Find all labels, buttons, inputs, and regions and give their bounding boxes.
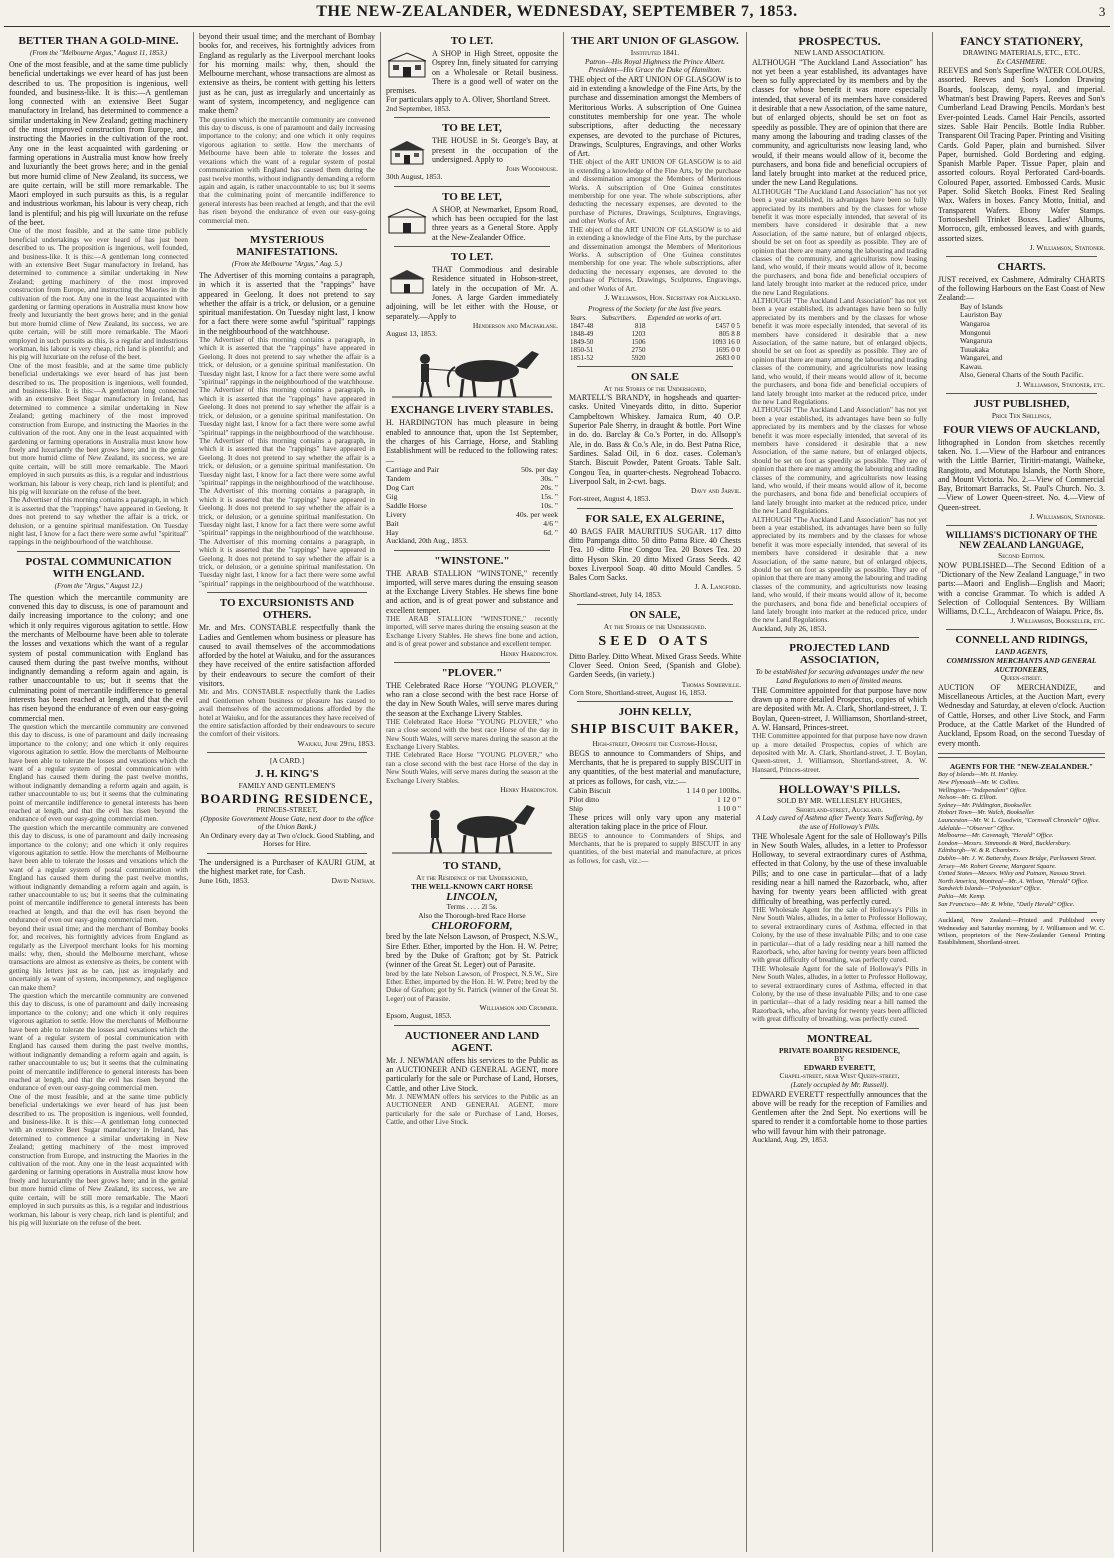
table-cell: £457 0 5: [715, 321, 740, 330]
agent-item: New Plymouth—Mr. W. Collins.: [938, 779, 1020, 787]
ad-heading-on-sale: ON SALE: [631, 370, 679, 383]
ad-body-continued: THE object of the ART UNION OF GLASGOW is to aid in extending a knowledge of the Fine Arts, by the purchase and dissemination amongst the Members of Meritorious Works. A subscription of One Guinea constitutes membership for one year. The whole subscriptions, after deducting the necessary expenses, are devoted to the purchase of Pictures, Drawings, Sculptures, Engravings, and other Works of Art.: [569, 158, 741, 226]
ad-body-continued: ALTHOUGH "The Auckland Land Association" has not yet been a year established, its advantages have been so fully appreciated by its members and by the classes for whose benefit it was more especially intended, that several of its members have considered it desirable that a new Association, of the same nature, but of enlarged objects, should be set on foot as speedily as possible. They are of opinion that there are many among the labouring and trading classes of the community, and agriculturists now leasing land, who would, if their means would allow of it, become the purchasers, and bona fide and beneficial occupiers of land lately brought into market at the reduced price, under the new Land Regulations.: [752, 515, 927, 625]
livery-rates-list: [386, 465, 558, 537]
agents-heading: AGENTS FOR THE "NEW-ZEALANDER.": [949, 761, 1094, 771]
article-body: The question which the mercantile community are convened this day to discuss, is one of paramount and daily increasing importance to the colony; and one which it only requires vigorous agitation to settle. How the merchants of Melbourne have been able to tolerate the losses and vexations which the want of a regular system of postal communication with England has caused them during the past twelve months, without indignantly demanding a reform again and again, is rather unaccountable to us; but it seems that the culminating point of mercantile indifference to general interests has been reached at length, and that the evil has risen beyond the endurance of even our easy-going commercial men.: [9, 592, 188, 723]
article-source: (From the "Melbourne Argus," August 11, 1853.): [30, 49, 167, 57]
article-body-continued: The question which the mercantile community are convened this day to discuss, is one of paramount and daily increasing importance to the colony; and one which it only requires vigorous agitation to settle. How the merchants of Melbourne have been able to tolerate the losses and vexations which the want of a regular system of postal communication with England has caused them during the past twelve months, without indignantly demanding a reform again and again, is rather unaccountable to us; but it seems that the culminating point of mercantile indifference to general interests has been reached at length, and that the evil has risen beyond the endurance of even our easy-going commercial men.: [9, 823, 188, 925]
ad-body: Mr. J. NEWMAN offers his services to the Public as an AUCTIONEER AND GENERAL AGENT, more particularly for the sale or Purchase of Land, Horses, Cattle, and other Live Stock.: [386, 1055, 558, 1093]
ad-heading-algerine: FOR SALE, EX ALGERINE,: [585, 512, 725, 525]
biscuit-price: 1 10 0 ": [717, 803, 741, 813]
ad-signature: Henry Hardington.: [500, 785, 558, 795]
chart-item: Tuuakaka: [960, 344, 989, 354]
ad-subheading: To be established for securing advantages under the new Land Regulations to men of limited means.: [755, 667, 924, 686]
ad-title-boarding: BOARDING RESIDENCE,: [200, 790, 374, 806]
divider: [760, 778, 919, 779]
article-source: (From the "Argus," August 12.): [54, 581, 143, 590]
table-header-cell: Subscribers.: [601, 313, 637, 322]
divider: [394, 246, 550, 247]
rate-price: 40s. per week: [516, 509, 558, 519]
ad-heading-holloway: HOLLOWAY'S PILLS.: [778, 782, 901, 797]
agents-list: [938, 771, 1105, 908]
ad-location: (Opposite Government House Gate, next door to the office of the Union Bank.): [200, 813, 374, 832]
rate-row: [386, 474, 558, 483]
agent-item: Pahia—Mr. Kemp.: [938, 892, 986, 900]
ad-subheading: At the Residence of the Undersigned,: [416, 873, 528, 883]
divider: [207, 752, 367, 753]
ad-street: PRINCES-STREET,: [256, 804, 318, 814]
rate-row: [386, 501, 558, 510]
divider: [394, 662, 550, 663]
ad-heading-art-union: THE ART UNION OF GLASGOW.: [571, 35, 739, 47]
ad-body: MARTELL'S BRANDY, in hogsheads and quarter-casks. United Vineyards ditto, in ditto. Superior Campbeltown Whiskey. Jamaica Rum, 40 O.P. Superior Pale Sherry, in draught & bottle. Port Wine in do. do. Barclay & Co.'s Porter, in do. Allsopp's Ale, in do. Bass & Co.'s Ale, in do. Best Patna Rice, Sardines. Salad Oil, in 6 doz. cases. Coleman's Starch. Biscuit Powder, Patent Groats. Table Salt. Congou Tea, in quarter-chests. Negrohead Tobacco. Liverpool Salt, in 2-cwt. bags.: [569, 393, 741, 486]
chart-item: Wangaroa: [960, 318, 990, 328]
rate-row: [386, 510, 558, 519]
article-heading-manifestations: MYSTERIOUS MANIFESTATIONS.: [236, 233, 338, 258]
table-row: [569, 322, 741, 330]
ad-body-continued: ALTHOUGH "The Auckland Land Association" has not yet been a year established, its advantages have been so fully appreciated by its members and by the classes for whose benefit it was more especially intended, that several of its members have considered it desirable that a new Association, of the same nature, but of enlarged objects, should be set on foot as speedily as possible. They are of opinion that there are many among the labouring and trading classes of the community, and agriculturists now leasing land, who would, if their means would allow of it, become the purchasers, and bona fide and beneficial occupiers of land lately brought into market at the reduced price, under the new Land Regulations.: [752, 187, 927, 297]
ad-heading-stationery: FANCY STATIONERY,: [960, 34, 1083, 48]
ad-body: A SHOP, at Newmarket, Epsom Road, which has been occupied for the last three years as a General Store. Apply at the New-Zealander Office.: [432, 204, 558, 242]
rate-price: 30s. ": [540, 473, 558, 483]
ad-heading-prospectus: PROSPECTUS.: [798, 34, 881, 48]
house-icon: [386, 138, 428, 166]
table-cell: 1849-50: [570, 337, 594, 346]
ad-body: THE Celebrated Race Horse "YOUNG PLOVER," who ran a close second with the best race Horse of the day in New South Wales, will serve mares during the season at the Exchange Livery Stables.: [386, 680, 558, 718]
divider: [577, 508, 733, 509]
page-number-right: 3: [1098, 4, 1106, 19]
ad-body-continued: ALTHOUGH "The Auckland Land Association" has not yet been a year established, its advantages have been so fully appreciated by its members and by the classes for whose benefit it was more especially intended, that several of its members have considered it desirable that a new Association, of the same nature, but of enlarged objects, should be set on foot as speedily as possible. They are of opinion that there are many among the labouring and trading classes of the community, and agriculturists now leasing land, who would, if their means would allow of it, become the purchasers, and bona fide and beneficial occupiers of land lately brought into market at the reduced price, under the new Land Regulations.: [752, 406, 927, 516]
ad-address: Shortland-street, Auckland.: [795, 804, 884, 814]
table-header-cell: Expended on works of art.: [647, 313, 722, 322]
ad-signature: J. A. Langford.: [694, 582, 741, 592]
rate-price: 50s. per day: [521, 464, 558, 474]
biscuit-price: 1 14 0 per 100lbs.: [686, 785, 741, 795]
ad-heading-dictionary: WILLIAMS'S DICTIONARY OF THE NEW ZEALAND LANGUAGE,: [945, 530, 1098, 551]
ad-address: Chapel-street, near West Queen-street,: [779, 1071, 900, 1081]
article-body-continued: The Advertiser of this morning contains a paragraph, in which it is asserted that the "rappings" have appeared in Geelong. It does not pretend to say whether the affair is a trick, or delusion, or a genuine spiritual manifestation. On Tuesday night last, I know for a fact there were some awful "spiritual" rappings in the neighbourhood of the watchhouse.: [199, 537, 375, 588]
biscuit-price-list: [569, 786, 741, 813]
chart-item: Kawau.: [960, 361, 983, 371]
shop-icon: [386, 51, 428, 79]
article-body: beyond their usual time; and the merchant of Bombay books for, and receives, his fortnightly advices from England as regularly as the Liverpool merchant looks for his morning mails: why, then, should the Melbourne merchant, whose transactions are almost as extensive as theirs, be content with getting his letters just as he can, just as irregularly and uncertainly as want of system, incompetency, and negligence can make them?: [199, 32, 375, 116]
rate-item: Dog Cart: [386, 482, 415, 492]
rate-item: Gig: [386, 491, 398, 501]
ad-heading-excursionists: TO EXCURSIONISTS AND OTHERS.: [219, 597, 355, 622]
divider: [394, 1025, 550, 1026]
divider: [577, 701, 733, 702]
divider: [577, 604, 733, 605]
table-cell: 1093 16 0: [712, 337, 740, 346]
article-body-continued: The question which the mercantile community are convened this day to discuss, is one of paramount and daily increasing importance to the colony; and one which it only requires vigorous agitation to settle. How the merchants of Melbourne have been able to tolerate the losses and vexations which the want of a regular system of postal communication with England has caused them during the past twelve months, without indignantly demanding a reform again and again, is rather unaccountable to us; but it seems that the culminating point of mercantile indifference to general interests has been reached at length, and that the evil has risen beyond the endurance of even our easy-going commercial men.: [9, 991, 188, 1093]
table-cell: 1203: [631, 329, 646, 338]
ad-body: A SHOP in High Street, opposite the Osprey Inn, finely situated for carrying on a Wholesale or Retail business. There is a good well of water on the premises.: [386, 49, 558, 96]
horse-name: LINCOLN,: [446, 891, 498, 904]
chart-item: Lauriston Bay: [960, 310, 1003, 320]
biscuit-row: [569, 786, 741, 795]
ad-date: Auckland, 20th Aug., 1853.: [386, 535, 468, 545]
ad-date: Shortland-street, July 14, 1853.: [569, 590, 662, 600]
rate-item: Carriage and Pair: [386, 464, 440, 474]
article-body-continued: The Advertiser of this morning contains a paragraph, in which it is asserted that the "rappings" have appeared in Geelong. It does not pretend to say whether the affair is a trick, or delusion, or a genuine spiritual manifestation. On Tuesday night last, I know for a fact there were some awful "spiritual" rappings in the neighbourhood of the watchhouse.: [199, 487, 375, 538]
ad-body-continued: Mr. and Mrs. CONSTABLE respectfully thank the Ladies and Gentlemen whom business or pleasure has caused to avail themselves of the accommodations afforded by the hotel at Waiuku, and for the assurances they have received of the entire satisfaction afforded by their endeavours to secure the comfort of their visitors.: [199, 688, 375, 739]
agent-item: London—Messrs. Simmonds & Ward, Bucklersbury.: [938, 839, 1071, 847]
article-source: (From the Melbourne "Argus," Aug. 5.): [231, 259, 343, 268]
column-1: [4, 32, 194, 1552]
ad-signature: J. Williamson, Stationer.: [1029, 242, 1105, 252]
ad-subheading: DRAWING MATERIALS, ETC., ETC.: [962, 48, 1081, 57]
table-cell: 1847-48: [570, 321, 594, 330]
table-cell: 5920: [631, 353, 646, 362]
ad-subheading: COMMISSION MERCHANTS AND GENERAL AUCTIONEERS,: [946, 656, 1097, 674]
table-header-row: [569, 314, 741, 322]
agent-item: Melbourne—Mr. Cavenagh, "Herald" Office.: [938, 832, 1054, 840]
ad-heading-livery: EXCHANGE LIVERY STABLES.: [390, 404, 554, 417]
rate-item: Hay: [386, 527, 399, 537]
chart-item: Wangarei, and: [960, 353, 1003, 363]
ad-body: H. HARDINGTON has much pleasure in being enabled to announce that, upon the 1st September, the charges of his Carriage, Horse, and Stabling Establishment will be reduced to the following rates:—: [386, 418, 558, 465]
agent-item: Sandwich Islands—"Polynesian" Office.: [938, 885, 1042, 893]
ad-subheading: THE WELL-KNOWN CART HORSE: [411, 881, 533, 891]
ad-body: BEGS to announce to Commanders of Ships, and Merchants, that he is prepared to supply BISCUIT in any quantities, of the best material and manufacture, at prices as follows, for cash, viz.:—: [569, 748, 741, 786]
biscuit-type: Cabin Biscuit: [569, 785, 611, 795]
ad-body-kauri: The undersigned is a Purchaser of KAURI GUM, at the highest market rate, for Cash.: [199, 857, 375, 877]
ad-body: For particulars apply to A. Oliver, Shortland Street.: [386, 95, 551, 105]
ad-heading-projected-land: PROJECTED LAND ASSOCIATION,: [789, 642, 890, 667]
ad-body: ALTHOUGH "The Auckland Land Association" has not yet been a year established, its advantages have been so fully appreciated by its members and by the classes for whose benefit it was more especially intended, that several of its members have considered it desirable that a new Association, of the same nature, but of enlarged objects, should be set on foot as speedily as possible. They are of opinion that there are many among the labouring and trading classes of the community, and agriculturists now leasing land, who would, if their means would allow of it, become the purchasers, and bona fide and beneficial occupiers of land lately brought into market at the reduced price, under the new Land Regulations.: [752, 57, 927, 188]
ad-signature: J. Williamson, Bookseller, etc.: [1010, 616, 1105, 626]
ad-tagline: A Lady cured of Asthma after Twenty Years Suffering, by the use of Holloway's Pills.: [756, 813, 923, 831]
biscuit-row: [569, 804, 741, 813]
agent-item: United States—Messrs. Wiley and Putnam, Nassau Street.: [938, 870, 1086, 878]
ad-body: Also, General Charts of the South Pacific.: [959, 370, 1084, 380]
ad-heading-connell: CONNELL AND RIDINGS,: [955, 634, 1088, 647]
shop-icon: [386, 207, 428, 235]
rate-item: Tandem: [386, 473, 411, 483]
ad-heading-winstone: "WINSTONE.": [434, 554, 510, 567]
divider: [946, 256, 1097, 257]
ad-heading-auctioneer: AUCTIONEER AND LAND AGENT.: [404, 1029, 540, 1054]
ad-body: NOW PUBLISHED—The Second Edition of a "Dictionary of the New Zealand Language," in two parts:—Maori and English—English and Maori; with a concise Grammar. To which is added A Selection of Colloquial Sentences. By William Williams, D.C.L., Archdeacon of Waiapu. Price, 8s.: [938, 560, 1105, 617]
ad-signature: J. Williamson, Stationer.: [1029, 512, 1105, 522]
article-body-continued: The Advertiser of this morning contains a paragraph, in which it is asserted that the "rappings" have appeared in Geelong. It does not pretend to say whether the affair is a trick, or delusion, or a genuine spiritual manifestation. On Tuesday night last, I know for a fact there were some awful "spiritual" rappings in the neighbourhood of the watchhouse.: [199, 336, 375, 387]
ad-title-biscuit-baker: SHIP BISCUIT BAKER,: [570, 722, 740, 738]
ad-body-continued: THE Celebrated Race Horse "YOUNG PLOVER," who ran a close second with the best race Horse of the day in New South Wales, will serve mares during the season at the Exchange Livery Stables.: [386, 751, 558, 785]
ad-body-continued: Mr. J. NEWMAN offers his services to the Public as an AUCTIONEER AND GENERAL AGENT, more particularly for the sale or Purchase of Land, Horses, Cattle, and other Live Stock.: [386, 1093, 558, 1127]
ad-body: THE ARAB STALLION "WINSTONE," recently imported, will serve mares during the ensuing season at the Exchange Livery Stables. He shews fine bone and action, and is of great power and substance and excellent temper.: [386, 568, 558, 615]
table-row: [569, 338, 741, 346]
table-cell: 1506: [631, 337, 646, 346]
agent-item: Jersey—Mr. Robert Greene, Margaret Square.: [938, 862, 1057, 870]
column-6: [933, 32, 1110, 1552]
article-body: One of the most feasible, and at the same time publicly beneficial undertakings we ever heard of has just been described to us. The proposition is ingenious, well founded, and business-like. It is this:—A gentleman long connected with an extensive Beet Sugar manufactory in Ireland, has determined to commence a similar undertaking in New Zealand; getting machinery of the most improved construction from Europe, and instructing the Maories in the cultivation of the root. Any one in the least acquainted with gardening or farming operations in Australia must know how freely and luxuriantly the beet grows here; and in the genial but more humid clime of New Zealand, its success, we are quite certain, will be still more remarkable. The Maori employed in such pursuits as this, is a regular and industrious workman, his labour is very cheap, rich land is plentiful; and his pig will luxuriate on the refuse of the beet.: [9, 60, 188, 228]
article-heading-postal: POSTAL COMMUNICATION WITH ENGLAND.: [25, 555, 172, 580]
column-4: [564, 32, 747, 1552]
agent-item: North America, Montreal—Mr. A. Wilson, "Herald" Office.: [938, 877, 1089, 885]
biscuit-price: 1 12 0 ": [717, 794, 741, 804]
ad-date: Fort-street, August 4, 1853.: [569, 494, 651, 504]
ad-body-continued: THE object of the ART UNION OF GLASGOW is to aid in extending a knowledge of the Fine Arts, by the purchase and dissemination amongst the Members of Meritorious Works. A subscription of One Guinea constitutes membership for one year. The whole subscriptions, after deducting the necessary expenses, are devoted to the purchase of Pictures, Drawings, Sculptures, Engravings, and other Works of Art.: [569, 225, 741, 293]
article-body-continued: The Advertiser of this morning contains a paragraph, in which it is asserted that the "rappings" have appeared in Geelong. It does not pretend to say whether the affair is a trick, or delusion, or a genuine spiritual manifestation. On Tuesday night last, I know for a fact there were some awful "spiritual" rappings in the neighbourhood of the watchhouse.: [199, 436, 375, 487]
rate-row: [386, 483, 558, 492]
chart-item: Wangarura: [960, 336, 993, 346]
ad-body: Mr. and Mrs. CONSTABLE respectfully thank the Ladies and Gentlemen whom business or pleasure has caused to avail themselves of the accommodations afforded by the hotel at Waiuku, and for the assurances they have received of the entire satisfaction afforded by their endeavours to secure the comfort of their visitors.: [199, 623, 375, 688]
ad-signature: J. Williamson, Stationer, etc.: [1016, 380, 1105, 390]
article-body-continued: The Advertiser of this morning contains a paragraph, in which it is asserted that the "rappings" have appeared in Geelong. It does not pretend to say whether the affair is a trick, or delusion, or a genuine spiritual manifestation. On Tuesday night last, I know for a fact there were some awful "spiritual" rappings in the neighbourhood of the watchhouse.: [199, 386, 375, 437]
agent-item: San Francisco—Mr. R. White, "Daily Herald" Office.: [938, 900, 1075, 908]
divider: [760, 1028, 919, 1029]
ad-body-continued: THE Wholesale Agent for the sale of Holloway's Pills in New South Wales, alludes, in a letter to Professor Holloway, to several extraordinary cures of Asthma, effected in that Colony, by the use of these invaluable Pills; and to one case in particular—that of a lady residing near a hill named the Razorback, who, after having for twenty years been afflicted with great difficulty of breathing, was perfectly cured.: [752, 964, 927, 1024]
article-body-continued: One of the most feasible, and at the same time publicly beneficial undertakings we ever heard of has just been described to us. The proposition is ingenious, well founded, and business-like. It is this:—A gentleman long connected with an extensive Beet Sugar manufactory in Ireland, has determined to commence a similar undertaking in New Zealand; getting machinery of the most improved construction from Europe, and instructing the Maories in the cultivation of the root. Any one in the least acquainted with gardening or farming operations in Australia must know how freely and luxuriantly the beet grows here; and in the genial but more humid clime of New Zealand, its success, we are quite certain, will be still more remarkable. The Maori employed in such pursuits as this, is a regular and industrious workman, his labour is very cheap, rich land is plentiful; and his pig will luxuriate on the refuse of the beet.: [9, 1092, 188, 1227]
article-body-continued: beyond their usual time; and the merchant of Bombay books for, and receives, his fortnightly advices from England as regularly as the Liverpool merchant looks for his morning mails: why, then, should the Melbourne merchant, whose transactions are almost as extensive as theirs, be content with getting his letters just as he can, just as irregularly and uncertainly as want of system, incompetency, and negligence can make them?: [9, 924, 188, 992]
horse-and-groom-illustration: [386, 341, 558, 401]
ad-patron: Patron—His Royal Highness the Prince Albert.: [585, 56, 725, 66]
divider: [207, 853, 367, 854]
chart-item: Mongonui: [960, 327, 991, 337]
column-5: [747, 32, 933, 1552]
ad-subheading: Ex CASHMERE.: [996, 56, 1047, 66]
divider: [946, 393, 1097, 394]
ad-heading-king: J. H. KING'S: [255, 768, 319, 781]
divider: [394, 550, 550, 551]
divider: [207, 592, 367, 593]
ad-president: President—His Grace the Duke of Hamilton.: [588, 65, 722, 75]
rate-row: [386, 492, 558, 501]
table-row: [569, 354, 741, 362]
ad-subheading: BY: [834, 1054, 845, 1064]
ad-signature: Davy and Jarvie.: [690, 486, 741, 496]
table-row: [569, 330, 741, 338]
ad-signature: Thomas Somerville.: [681, 679, 741, 689]
table-cell: 2683 0 0: [715, 353, 740, 362]
ad-subheading: PRIVATE BOARDING RESIDENCE,: [778, 1045, 901, 1055]
ad-signature: John Woodhouse.: [505, 164, 558, 174]
ad-heading-to-be-let: TO BE LET,: [442, 122, 502, 135]
table-cell: 2750: [631, 345, 646, 354]
divider: [17, 551, 180, 552]
divider: [577, 366, 733, 367]
rate-price: 20s. ": [540, 482, 558, 492]
ad-body-continued: ALTHOUGH "The Auckland Land Association" has not yet been a year established, its advantages have been so fully appreciated by its members and by the classes for whose benefit it was more especially intended, that several of its members have considered it desirable that a new Association, of the same nature, but of enlarged objects, should be set on foot as speedily as possible. They are of opinion that there are many among the labouring and trading classes of the community, and agriculturists now leasing land, who would, if their means would allow of it, become the purchasers, and bona fide and beneficial occupiers of land lately brought into market at the reduced price, under the new Land Regulations.: [752, 297, 927, 406]
card-label: [A CARD.]: [269, 755, 305, 765]
agent-item: Hobart Town—Mr. Walch, Bookseller.: [938, 809, 1035, 817]
ad-subheading: Second Edition.: [998, 551, 1045, 561]
ad-heading-montreal: MONTREAL: [807, 1032, 872, 1045]
table-header-cell: Years.: [570, 313, 588, 322]
agent-item: Bay of Islands—Mr. H. Hanley.: [938, 771, 1019, 779]
table-cell: 1851-52: [570, 353, 594, 362]
ad-subheading: Also the Thorough-bred Race Horse: [418, 910, 526, 920]
ad-date: Corn Store, Shortland-street, August 16, 1853.: [569, 687, 707, 697]
ad-body-continued: bred by the late Nelson Lawson, of Prospect, N.S.W., Sire Ether. Ether, imported by the Hon. H. W. Petre; bred by the Duke of Grafton; got by St. Patrick (winner of the Great St. Leger) out of Parasite.: [386, 969, 558, 1003]
chart-item: Bay of Islands: [960, 301, 1003, 311]
divider: [946, 629, 1097, 630]
ad-body-continued: THE Wholesale Agent for the sale of Holloway's Pills in New South Wales, alludes, in a letter to Professor Holloway, to several extraordinary cures of Asthma, effected in that Colony, by the use of these invaluable Pills; and to one case in particular—that of a lady residing near a hill named the Razorback, who, after having for twenty years been afflicted with great difficulty of breathing, was perfectly cured.: [752, 905, 927, 965]
ad-body: Ditto Barley. Ditto Wheat. Mixed Grass Seeds. White Clover Seed. Onion Seed, (Spanish and Globe). Garden Seeds, (in variety.): [569, 651, 741, 680]
ad-heading-to-let: TO LET.: [450, 251, 494, 264]
house-icon: [386, 267, 428, 295]
ad-heading-plover: "PLOVER.": [441, 666, 503, 679]
ad-date: 30th August, 1853.: [386, 172, 443, 182]
ad-date: 2nd September, 1853.: [386, 103, 451, 113]
divider: [946, 912, 1097, 913]
ad-heading-to-stand: TO STAND,: [443, 860, 501, 873]
ad-body-continued: BEGS to announce to Commanders of Ships, and Merchants, that he is prepared to supply BISCUIT in any quantities, of the best material and manufacture, at prices as follows, for cash, viz.:—: [569, 831, 741, 865]
ad-heading-charts: CHARTS.: [997, 260, 1046, 273]
ad-body: THE Wholesale Agent for the sale of Holloway's Pills in New South Wales, alludes, in a letter to Professor Holloway, to several extraordinary cures of Asthma, effected in that Colony, by the use of these invaluable Pills; and to one case in particular—that of a lady residing near a hill named the Razorback, who, after having for twenty years been afflicted with great difficulty of breathing, was perfectly cured.: [752, 831, 927, 906]
ad-body-continued: THE Celebrated Race Horse "YOUNG PLOVER," who ran a close second with the best race Horse of the day in New South Wales, will serve mares during the season at the Exchange Livery Stables.: [386, 717, 558, 752]
ad-date: June 16th, 1853.: [199, 876, 250, 886]
ad-signature: Williamson and Crummer.: [479, 1003, 558, 1013]
ad-body-continued: THE Committee appointed for that purpose have now drawn up a more detailed Prospectus, copies of which are deposited with Mr. A. Clark, Shortland-street, J. T. Boylan, Queen-street, J. Williamson, Shortland-street, A. W. Hansard, Princes-street.: [752, 732, 927, 774]
ad-heading-on-sale: ON SALE,: [629, 609, 681, 622]
ad-date: August 13, 1853.: [386, 328, 437, 338]
article-body-continued: One of the most feasible, and at the same time publicly beneficial undertakings we ever heard of has just been described to us. The proposition is ingenious, well founded, and business-like. It is this:—A gentleman long connected with an extensive Beet Sugar manufactory in Ireland, has determined to commence a similar undertaking in New Zealand; getting machinery of the most improved construction from Europe, and instructing the Maories in the cultivation of the root. Any one in the least acquainted with gardening or farming operations in Australia must know how freely and luxuriantly the beet grows here; and in the genial but more humid clime of New Zealand, its success, we are quite certain, will be still more remarkable. The Maori employed in such pursuits as this, is a regular and industrious workman, his labour is very cheap, rich land is plentiful; and his pig will luxuriate on the refuse of the beet.: [9, 361, 188, 496]
ad-subheading: At the Stores of the Undersigned.: [603, 622, 707, 632]
biscuit-type: Pilot ditto: [569, 794, 600, 804]
agent-item: Nelson—Mr. G. Elliott.: [938, 794, 998, 802]
ad-signature: Henderson and Macfarlane.: [472, 320, 558, 330]
ad-price: Price Ten Shillings,: [991, 411, 1052, 421]
table-cell: 818: [635, 321, 646, 330]
ad-body: AUCTION OF MERCHANDIZE, and Miscellaneous Articles, at the Auction Mart, every Wednesday and Saturday, at eleven o'clock. Auction of Cattle, Horses, and other Live Stock, and Farm Produce, at the Cattle Market of the Hundred of Auckland, Epsom Road, on the second Tuesday of every month.: [938, 682, 1105, 748]
ad-body: THAT Commodious and desirable Residence situated in Hobson-street, lately in the occupation of Mr. A. Jones. A large Garden immediately adjoining, will be let either with the House, or separately.—Apply to: [386, 265, 558, 321]
rate-row: [386, 519, 558, 528]
rate-item: Bait: [386, 518, 399, 528]
ad-subheading: NEW LAND ASSOCIATION.: [794, 48, 885, 57]
divider: [946, 525, 1097, 526]
rate-item: Saddle Horse: [386, 500, 427, 510]
agent-item: Sydney—Mr. Piddington, Bookseller.: [938, 801, 1032, 809]
ad-body: JUST received, ex Cashmere, Admiralty CHARTS of the following Harbours on the East Coast of New Zealand:—: [938, 274, 1105, 303]
progress-table: [569, 314, 741, 362]
article-body-continued: One of the most feasible, and at the same time publicly beneficial undertakings we ever heard of has just been described to us. The proposition is ingenious, well founded, and business-like. It is this:—A gentleman long connected with an extensive Beet Sugar manufactory in Ireland, has determined to commence a similar undertaking in New Zealand; getting machinery of the most improved construction from Europe, and instructing the Maories in the cultivation of the root. Any one in the least acquainted with gardening or farming operations in Australia must know how freely and luxuriantly the beet grows here; and in the genial but more humid clime of New Zealand, its success, we are quite certain, will be still more remarkable. The Maori employed in such pursuits as this, is a regular and industrious workman, his labour is very cheap, rich land is plentiful; and his pig will luxuriate on the refuse of the beet.: [9, 227, 188, 362]
ad-body: THE HOUSE in St. George's Bay, at present in the occupation of the undersigned. Apply to: [432, 136, 558, 164]
ad-subheading: LAND AGENTS,: [995, 647, 1048, 657]
ad-subheading: Instituted 1841.: [630, 48, 680, 57]
ad-signature: J. Williamson, Hon. Secretary for Auckland.: [604, 292, 741, 302]
table-cell: 1850-51: [570, 345, 594, 354]
ad-body: 40 BAGS FAIR MAURITIUS SUGAR. 117 ditto ditto Pampanga ditto. 50 ditto Patna Rice. 40 Chests Tea. 10 -ditto Fine Congou Tea. 20 Boxes Tea. 20 ditto Hyson Skin. 20 ditto Mixed Grass Seeds. 42 boxes Liverpool Soap. 40 ditto Mould Candles. 5 Bales Corn Sacks.: [569, 526, 741, 583]
ad-signature-row: [199, 876, 375, 885]
rate-row: [386, 465, 558, 474]
masthead-title: THE NEW-ZEALANDER, WEDNESDAY, SEPTEMBER 7, 1853.: [316, 3, 798, 20]
article-heading-gold-mine: BETTER THAN A GOLD-MINE.: [18, 35, 179, 47]
biscuit-type: Ship: [569, 803, 583, 813]
charts-list: [938, 303, 1105, 372]
agent-item: Launceston—Mr. W. L. Goodwin, "Cornwall Chronicle" Office.: [938, 817, 1101, 825]
masthead-rule: [4, 26, 1110, 27]
column-2: [194, 32, 381, 1552]
ad-body: lithographed in London from sketches recently taken. No. 1.—View of the Harbour and entrances with the Little Barrier, Tiritiri-matangi, Waiheke, Rangitoto, and Motutapu Islands, the North Shore, and Mount Victoria. No. 2.—View of Commercial Bay, Britomart Barracks, St. Paul's Church. No. 3.—View of Lower Queen-street. No. 4.—View of Queen-street.: [938, 437, 1105, 512]
article-body: The Advertiser of this morning contains a paragraph, in which it is asserted that the "rappings" have appeared in Geelong. It does not pretend to say whether the affair is a trick, or delusion, or a genuine spiritual manifestation. On Tuesday night last, I know for a fact there were some awful "spiritual" rappings in the neighbourhood of the watchhouse.: [199, 270, 375, 336]
ad-heading-kelly: JOHN KELLY,: [618, 706, 692, 719]
ad-body: An Ordinary every day at Two o'clock. Good Stabling, and Horses for Hire.: [199, 830, 375, 849]
ad-body: THE object of the ART UNION OF GLASGOW is to aid in extending a knowledge of the Fine Arts, by the purchase and dissemination amongst the Members of Meritorious Works. A subscription of One Guinea constitutes membership for one year. The whole subscriptions, after deducting the necessary expenses, are devoted to the purchase of Pictures, Drawings, Sculptures, Engravings, and other Works of Art.: [569, 74, 741, 159]
ad-date: Auckland, July 26, 1853.: [752, 623, 827, 633]
double-rule: [938, 753, 1105, 758]
ad-address: High-street, Opposite the Customs-House,: [592, 739, 718, 749]
article-body-continued: The question which the mercantile community are convened this day to discuss, is one of paramount and daily increasing importance to the colony; and one which it only requires vigorous agitation to settle. How the merchants of Melbourne have been able to tolerate the losses and vexations which the want of a regular system of postal communication with England has caused them during the past twelve months, without indignantly demanding a reform again and again, is rather unaccountable to us; but it seems that the culminating point of mercantile indifference to general interests has been reached at length, and that the evil has risen beyond the endurance of even our easy-going commercial men.: [199, 115, 375, 225]
ad-heading-to-let: TO LET.: [450, 35, 494, 47]
column-3: [381, 32, 564, 1552]
ad-body: These prices will only vary upon any material alteration taking place in the price of Flour.: [569, 812, 741, 832]
article-body-continued: The question which the mercantile community are convened this day to discuss, is one of paramount and daily increasing importance to the colony; and one which it only requires vigorous agitation to settle. How the merchants of Melbourne have been able to tolerate the losses and vexations which the want of a regular system of postal communication with England has caused them during the past twelve months, without indignantly demanding a reform again and again, is rather unaccountable to us; but it seems that the culminating point of mercantile indifference to general interests has been reached at length, and that the evil has risen beyond the endurance of even our easy-going commercial men.: [9, 722, 188, 824]
table-caption: Progress of the Society for the last five years.: [588, 303, 722, 313]
rate-item: Livery: [386, 509, 407, 519]
columns: [4, 32, 1110, 1552]
ad-title-seed-oats: SEED OATS: [598, 633, 712, 649]
ad-body: bred by the late Nelson Lawson, of Prospect, N.S.W., Sire Ether. Ether, imported by the Hon. H. W. Petre; bred by the Duke of Grafton; got by St. Patrick (winner of the Great St. Leger) out of Parasite.: [386, 932, 558, 970]
ad-terms: Terms . . . . 2l 5s.: [446, 902, 498, 912]
ad-signature: David Nathan.: [331, 876, 375, 886]
ad-subheading: At the Stores of the Undersigned,: [603, 383, 707, 393]
rate-price: 6d. ": [543, 527, 558, 537]
divider: [760, 637, 919, 638]
horse-and-groom-illustration: [386, 797, 558, 857]
table-row: [569, 346, 741, 354]
masthead: [0, 0, 1114, 24]
table-cell: 805 8 8: [719, 329, 740, 338]
ad-body-continued: THE ARAB STALLION "WINSTONE," recently imported, will serve mares during the ensuing season at the Exchange Livery Stables. He shews fine bone and action, and is of great power and substance and excellent temper.: [386, 614, 558, 649]
biscuit-row: [569, 795, 741, 804]
ad-body: THE Committee appointed for that purpose have now drawn up a more detailed Prospectus, copies of which are deposited with Mr. A. Clark, Shortland-street, J. T. Boylan, Queen-street, J. Williamson, Shortland-street, A. W. Hansard, Princes-street.: [752, 685, 927, 732]
agent-item: Wellington—"Independent" Office.: [938, 786, 1027, 794]
divider: [394, 117, 550, 118]
agent-item: Edinburgh—W. & R. Chambers.: [938, 847, 1021, 855]
ad-body: REEVES and Son's Superfine WATER COLOURS, assorted. Reeves and Son's London Drawing Boards, foolscap, demy, royal, and imperial. Whatman's best Drawing Papers. Reeves and Son's Cumberland Lead Drawing Pencils. Mordan's best Ever-pointed Leads. Camel Hair Pencils, assorted sizes. Sable Hair Pencils. Bottle India Rubber. Transparent Oil Tracing Paper. Printing and Visiting Cards. Gold Paper, plain and burnished. Silver Paper, burnished. Gold Bordering and edging. Spanish Marble Paper. Tissue Paper, plain and assorted colours. Royal Perforated Card-boards. Coloured Paper, assorted. Embossed Cards. Music Paper. Solid Sketch Books. Finest Red Sealing Wax. Wafers in boxes. Fancy Motto, Initial, and Transparent Wafers. Ebony Wafer Stamps. Tortoiseshell Trinket Boxes. Ladies' Albums, Morrocco, gilt, embossed leaves, and with guards, assorted sizes.: [938, 66, 1105, 243]
imprint: Auckland, New Zealand:—Printed and Published every Wednesday and Saturday morning, by J. Williamson and W. C. Wilson, proprietors of the New-Zealander General Printing Establishment, Shortland-street.: [938, 917, 1105, 947]
ad-date: Epsom, August, 1853.: [386, 1011, 452, 1021]
ad-date: Auckland, Aug. 29, 1853.: [752, 1135, 829, 1145]
ad-subheading: SOLD BY MR. WELLESLEY HUGHES,: [777, 796, 902, 806]
article-body-continued: The Advertiser of this morning contains a paragraph, in which it is asserted that the "rappings" have appeared in Geelong. It does not pretend to say whether the affair is a trick, or delusion, or a genuine spiritual manifestation. On Tuesday night last, I know for a fact there were some awful "spiritual" rappings in the neighbourhood of the watchhouse.: [9, 496, 188, 547]
rate-price: 10s. ": [540, 500, 558, 510]
rate-price: 15s. ": [540, 491, 558, 501]
ad-signature: Waiuku, June 29th, 1853.: [297, 738, 375, 748]
horse-name: CHLOROFORM,: [431, 920, 513, 933]
rate-price: 4/6 ": [543, 518, 558, 528]
table-cell: 1848-49: [570, 329, 594, 338]
ad-body: EDWARD EVERETT respectfully announces that the above will be ready for the reception of Families and Gentlemen after the 2nd Sept. No exertions will be spared to render it a comfortable home to those parties who will favour him with their patronage.: [752, 1089, 927, 1136]
ad-subheading: FAMILY AND GENTLEMEN'S: [238, 781, 336, 791]
ad-signature: Henry Hardington.: [500, 648, 558, 658]
ad-heading-just-published: JUST PUBLISHED,: [973, 398, 1070, 411]
table-cell: 1695 0 0: [715, 345, 740, 354]
agent-item: Dublin—Mr. J. W. Battersby, Essex Bridge, Parliament Street.: [938, 854, 1097, 862]
ad-address: Queen-street.: [1000, 673, 1043, 683]
ad-subheading: EDWARD EVERETT,: [803, 1062, 876, 1072]
agent-item: Adelaide—"Observer" Office.: [938, 824, 1015, 832]
ad-title-four-views: FOUR VIEWS OF AUCKLAND,: [943, 423, 1100, 436]
divider: [207, 229, 367, 230]
ad-tagline: (Lately occupied by Mr. Russell).: [790, 1079, 889, 1089]
ad-heading-to-be-let: TO BE LET,: [442, 190, 502, 203]
divider: [394, 186, 550, 187]
